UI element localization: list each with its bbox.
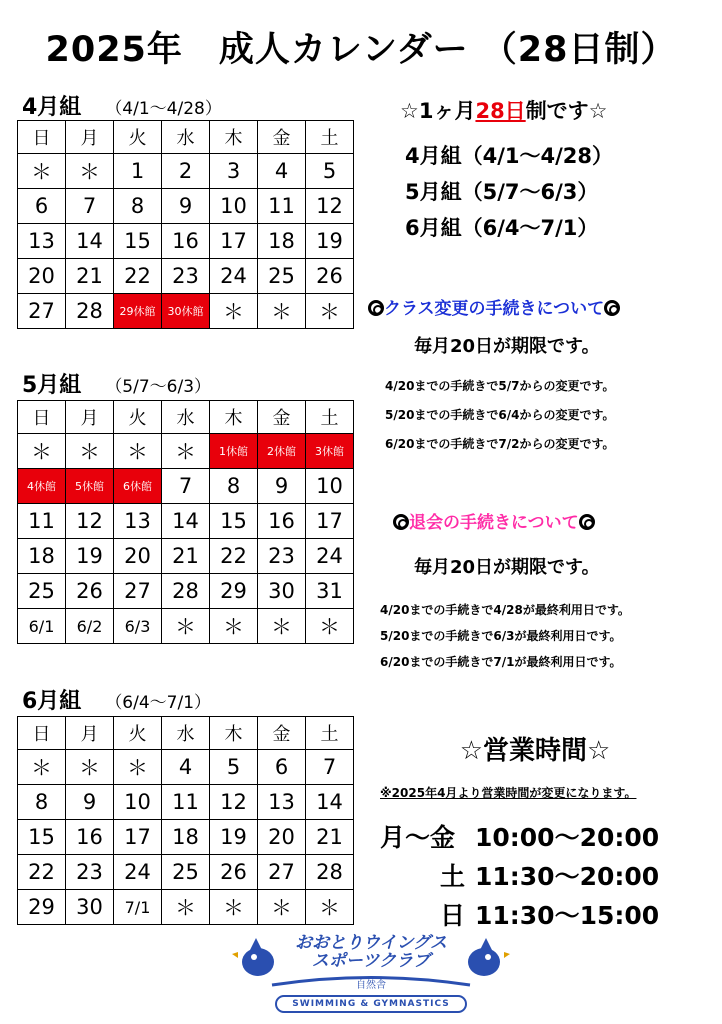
double-circle-icon: [579, 514, 595, 530]
weekday-cell: 金: [258, 121, 306, 154]
weekday-cell: 火: [114, 121, 162, 154]
hours-time: 11:30～20:00: [475, 862, 660, 891]
hours-time: 11:30～15:00: [475, 901, 660, 930]
weekday-cell: 火: [114, 717, 162, 750]
hours-day: 日: [439, 901, 465, 930]
calendar-day-cell: 21: [66, 259, 114, 294]
may-group-heading: [22, 368, 211, 399]
calendar-day-cell: 10: [306, 469, 354, 504]
closed-day-cell: 2休館: [258, 434, 306, 469]
closed-day-cell: 6休館: [114, 469, 162, 504]
bird-right-icon: [468, 938, 510, 976]
june-group-heading: [22, 684, 211, 715]
logo-name-line: スポーツクラブ: [311, 951, 431, 971]
hours-time: 10:00～20:00: [475, 823, 660, 852]
withdrawal-lines: [380, 597, 630, 675]
calendar-week-row: [18, 750, 354, 785]
class-change-line: 5/20までの手続きで6/4からの変更です。: [385, 408, 615, 422]
system-line: 5月組（5/7～6/3）: [405, 180, 599, 204]
calendar-day-cell: ＊: [210, 609, 258, 644]
calendar-day-cell: 7/1: [114, 890, 162, 925]
double-circle-icon: [368, 300, 384, 316]
calendar-day-cell: 19: [210, 820, 258, 855]
june-group-label: 6月組: [22, 689, 82, 714]
calendar-day-cell: 13: [258, 785, 306, 820]
calendar-day-cell: 20: [18, 259, 66, 294]
calendar-day-cell: 1: [114, 154, 162, 189]
calendar-day-cell: 17: [114, 820, 162, 855]
calendar-day-cell: ＊: [114, 750, 162, 785]
calendar-day-cell: ＊: [306, 294, 354, 329]
calendar-day-cell: 19: [306, 224, 354, 259]
calendar-day-cell: 29: [18, 890, 66, 925]
system-lines: [405, 138, 613, 246]
calendar-day-cell: 17: [210, 224, 258, 259]
logo-name: [280, 934, 462, 970]
class-change-deadline: 毎月20日が期限です。: [414, 336, 600, 357]
calendar-day-cell: 11: [18, 504, 66, 539]
weekday-cell: 土: [306, 717, 354, 750]
closed-day-cell: 4休館: [18, 469, 66, 504]
calendar-day-cell: ＊: [210, 890, 258, 925]
calendar-day-cell: ＊: [162, 609, 210, 644]
calendar-week-row: [18, 539, 354, 574]
weekday-cell: 木: [210, 717, 258, 750]
calendar-day-cell: ＊: [66, 750, 114, 785]
calendar-week-row: [18, 259, 354, 294]
logo-sub: 自然舎: [356, 980, 386, 991]
calendar-day-cell: 16: [66, 820, 114, 855]
club-logo: [232, 930, 510, 1016]
calendar-week-row: [18, 890, 354, 925]
calendar-day-cell: ＊: [258, 609, 306, 644]
calendar-day-cell: 12: [306, 189, 354, 224]
hours-note: ※2025年4月より営業時間が変更になります。: [380, 786, 637, 800]
closed-day-cell: 5休館: [66, 469, 114, 504]
hours-day: 月～金: [380, 823, 456, 852]
calendar-day-cell: ＊: [18, 154, 66, 189]
weekday-cell: 水: [162, 121, 210, 154]
withdrawal-line: 5/20までの手続きで6/3が最終利用日です。: [380, 629, 622, 643]
hours-row: [380, 818, 659, 857]
calendar-week-row: [18, 469, 354, 504]
calendar-day-cell: 25: [18, 574, 66, 609]
june-group-range: （6/4～7/1）: [105, 693, 212, 713]
april-group-heading: [22, 90, 222, 121]
calendar-day-cell: 6/1: [18, 609, 66, 644]
calendar-day-cell: 15: [114, 224, 162, 259]
calendar-week-row: [18, 574, 354, 609]
may-group-label: 5月組: [22, 373, 82, 398]
calendar-day-cell: 12: [66, 504, 114, 539]
calendar-day-cell: 14: [66, 224, 114, 259]
calendar-day-cell: 8: [18, 785, 66, 820]
system-line: 6月組（6/4～7/1）: [405, 216, 599, 240]
calendar-day-cell: 4: [162, 750, 210, 785]
double-circle-icon: [393, 514, 409, 530]
closed-day-cell: 30休館: [162, 294, 210, 329]
calendar-day-cell: 10: [114, 785, 162, 820]
calendar-day-cell: ＊: [66, 434, 114, 469]
weekday-cell: 日: [18, 717, 66, 750]
class-change-title: クラス変更の手続きについて: [384, 299, 605, 319]
calendar-day-cell: ＊: [306, 609, 354, 644]
calendar-day-cell: ＊: [210, 294, 258, 329]
weekday-header-row: [18, 717, 354, 750]
calendar-day-cell: 31: [306, 574, 354, 609]
calendar-week-row: [18, 224, 354, 259]
calendar-week-row: [18, 434, 354, 469]
calendar-day-cell: 6: [18, 189, 66, 224]
calendar-day-cell: 20: [258, 820, 306, 855]
withdrawal-line: 6/20までの手続きで7/1が最終利用日です。: [380, 655, 622, 669]
calendar-day-cell: 22: [114, 259, 162, 294]
calendar-day-cell: 5: [210, 750, 258, 785]
calendar-day-cell: 26: [66, 574, 114, 609]
calendar-day-cell: 27: [18, 294, 66, 329]
april-group-label: 4月組: [22, 95, 82, 120]
logo-name-line: おおとりウイングス: [295, 933, 447, 953]
calendar-day-cell: ＊: [66, 154, 114, 189]
calendar-day-cell: ＊: [18, 750, 66, 785]
calendar-day-cell: 28: [306, 855, 354, 890]
system-highlight: 28日: [475, 99, 526, 123]
calendar-day-cell: 18: [162, 820, 210, 855]
weekday-cell: 火: [114, 401, 162, 434]
calendar-day-cell: 8: [114, 189, 162, 224]
april-group-range: （4/1～4/28）: [105, 99, 222, 119]
calendar-day-cell: ＊: [258, 294, 306, 329]
calendar-day-cell: 30: [258, 574, 306, 609]
hours-heading: ☆営業時間☆: [459, 736, 611, 766]
calendar-day-cell: 20: [114, 539, 162, 574]
bird-left-icon: [232, 938, 274, 976]
calendar-day-cell: 21: [306, 820, 354, 855]
system-prefix: ☆1ヶ月: [400, 99, 476, 123]
calendar-week-row: [18, 294, 354, 329]
page-title: 2025年 成人カレンダー （28日制）: [45, 30, 677, 70]
calendar-week-row: [18, 609, 354, 644]
hours-day: 土: [439, 862, 465, 891]
calendar-day-cell: 9: [162, 189, 210, 224]
class-change-line: 6/20までの手続きで7/2からの変更です。: [385, 437, 615, 451]
calendar-day-cell: 13: [114, 504, 162, 539]
double-circle-icon: [604, 300, 620, 316]
calendar-day-cell: 24: [114, 855, 162, 890]
weekday-cell: 月: [66, 401, 114, 434]
calendar-week-row: [18, 820, 354, 855]
calendar-day-cell: ＊: [162, 890, 210, 925]
may-calendar: [17, 400, 354, 644]
hours-row: [380, 857, 659, 896]
calendar-day-cell: 23: [258, 539, 306, 574]
calendar-day-cell: 17: [306, 504, 354, 539]
calendar-day-cell: 4: [258, 154, 306, 189]
logo-english: SWIMMING & GYMNASTICS: [292, 999, 450, 1009]
calendar-day-cell: 22: [18, 855, 66, 890]
calendar-week-row: [18, 189, 354, 224]
calendar-day-cell: 6/2: [66, 609, 114, 644]
calendar-day-cell: 13: [18, 224, 66, 259]
june-calendar: [17, 716, 354, 925]
calendar-day-cell: 28: [162, 574, 210, 609]
weekday-header-row: [18, 401, 354, 434]
class-change-lines: [385, 372, 615, 459]
calendar-week-row: [18, 785, 354, 820]
calendar-day-cell: 7: [162, 469, 210, 504]
calendar-day-cell: 16: [258, 504, 306, 539]
withdrawal-deadline: 毎月20日が期限です。: [414, 557, 600, 578]
calendar-day-cell: 14: [306, 785, 354, 820]
calendar-day-cell: 8: [210, 469, 258, 504]
calendar-day-cell: 2: [162, 154, 210, 189]
withdrawal-title: 退会の手続きについて: [409, 513, 579, 533]
class-change-line: 4/20までの手続きで5/7からの変更です。: [385, 379, 615, 393]
may-group-range: （5/7～6/3）: [105, 377, 212, 397]
closed-day-cell: 1休館: [210, 434, 258, 469]
calendar-day-cell: 27: [114, 574, 162, 609]
calendar-day-cell: 29: [210, 574, 258, 609]
calendar-day-cell: 5: [306, 154, 354, 189]
hours-table: [380, 818, 659, 935]
calendar-day-cell: 28: [66, 294, 114, 329]
calendar-day-cell: 25: [162, 855, 210, 890]
calendar-day-cell: 18: [18, 539, 66, 574]
calendar-day-cell: ＊: [162, 434, 210, 469]
withdrawal-line: 4/20までの手続きで4/28が最終利用日です。: [380, 603, 630, 617]
weekday-cell: 金: [258, 717, 306, 750]
system-suffix: 制です☆: [525, 99, 608, 123]
weekday-cell: 土: [306, 401, 354, 434]
weekday-header-row: [18, 121, 354, 154]
calendar-day-cell: 26: [210, 855, 258, 890]
calendar-day-cell: 24: [210, 259, 258, 294]
closed-day-cell: 29休館: [114, 294, 162, 329]
calendar-day-cell: 11: [162, 785, 210, 820]
calendar-day-cell: 15: [18, 820, 66, 855]
calendar-day-cell: 27: [258, 855, 306, 890]
calendar-day-cell: 24: [306, 539, 354, 574]
calendar-day-cell: 19: [66, 539, 114, 574]
calendar-day-cell: 10: [210, 189, 258, 224]
calendar-day-cell: 11: [258, 189, 306, 224]
calendar-day-cell: 26: [306, 259, 354, 294]
weekday-cell: 水: [162, 401, 210, 434]
calendar-week-row: [18, 855, 354, 890]
calendar-day-cell: 9: [66, 785, 114, 820]
calendar-day-cell: 23: [66, 855, 114, 890]
system-heading: [400, 95, 608, 125]
calendar-day-cell: 9: [258, 469, 306, 504]
calendar-day-cell: 21: [162, 539, 210, 574]
calendar-day-cell: 7: [66, 189, 114, 224]
withdrawal-heading: [393, 508, 595, 533]
calendar-day-cell: ＊: [18, 434, 66, 469]
calendar-week-row: [18, 504, 354, 539]
calendar-day-cell: 6: [258, 750, 306, 785]
weekday-cell: 日: [18, 401, 66, 434]
calendar-day-cell: 22: [210, 539, 258, 574]
calendar-day-cell: ＊: [258, 890, 306, 925]
weekday-cell: 日: [18, 121, 66, 154]
calendar-day-cell: 6/3: [114, 609, 162, 644]
weekday-cell: 土: [306, 121, 354, 154]
calendar-day-cell: 14: [162, 504, 210, 539]
calendar-day-cell: ＊: [306, 890, 354, 925]
class-change-heading: [368, 294, 620, 319]
weekday-cell: 金: [258, 401, 306, 434]
calendar-day-cell: 12: [210, 785, 258, 820]
calendar-day-cell: 3: [210, 154, 258, 189]
weekday-cell: 月: [66, 121, 114, 154]
calendar-day-cell: 15: [210, 504, 258, 539]
system-line: 4月組（4/1～4/28）: [405, 144, 614, 168]
closed-day-cell: 3休館: [306, 434, 354, 469]
calendar-day-cell: 30: [66, 890, 114, 925]
weekday-cell: 月: [66, 717, 114, 750]
weekday-cell: 木: [210, 121, 258, 154]
calendar-day-cell: ＊: [114, 434, 162, 469]
weekday-cell: 水: [162, 717, 210, 750]
calendar-day-cell: 23: [162, 259, 210, 294]
calendar-day-cell: 25: [258, 259, 306, 294]
april-calendar: [17, 120, 354, 329]
calendar-day-cell: 16: [162, 224, 210, 259]
calendar-day-cell: 18: [258, 224, 306, 259]
calendar-week-row: [18, 154, 354, 189]
calendar-day-cell: 7: [306, 750, 354, 785]
weekday-cell: 木: [210, 401, 258, 434]
